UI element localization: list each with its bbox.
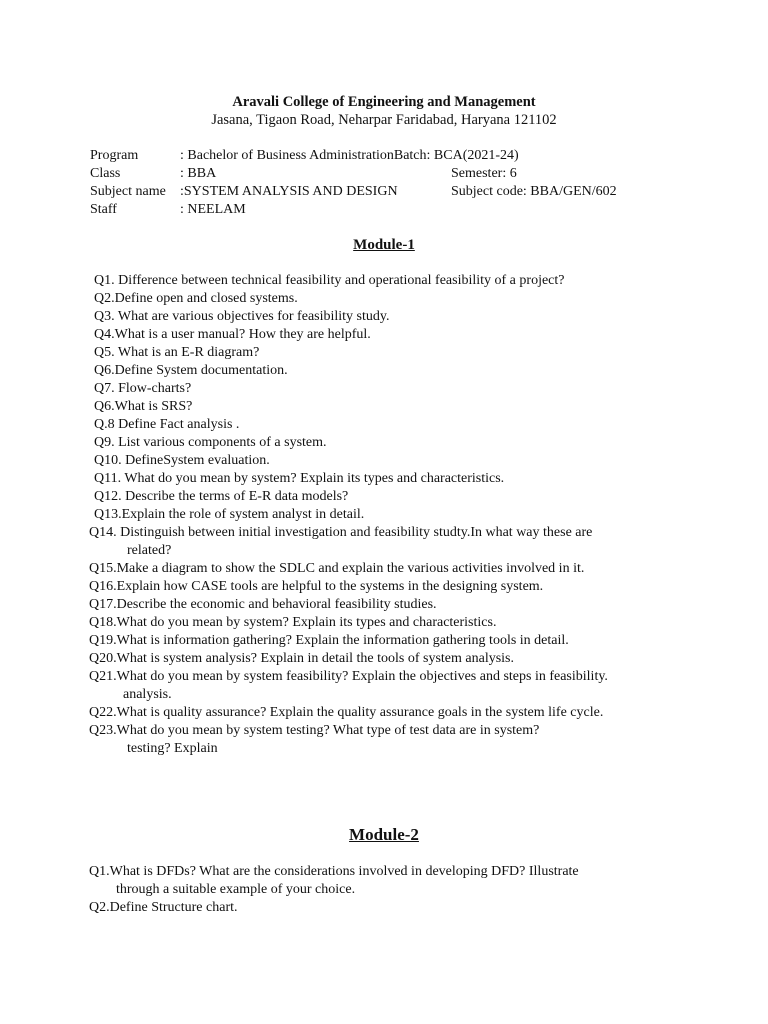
question-text: Q.8 Define Fact analysis . [94,417,240,432]
question-text: Q3. What are various objectives for feasibility study. [94,309,390,324]
module-1-question-list [89,272,669,758]
question-text: Q6.Define System documentation. [94,363,288,378]
question-item [89,650,669,668]
question-continuation: testing? Explain [127,741,218,756]
program-label: Program [90,148,139,163]
question-text: Q2.Define Structure chart. [89,900,238,915]
staff-value: : NEELAM [180,202,246,217]
question-text: Q20.What is system analysis? Explain in detail the tools of system analysis. [89,651,514,666]
question-text: Q7. Flow-charts? [94,381,192,396]
question-item [89,380,669,398]
question-item [89,488,669,506]
question-item [89,632,669,650]
question-text: Q17.Describe the economic and behavioral feasibility studies. [89,597,437,612]
module-1-title: Module-1 [353,237,415,253]
question-item [89,506,669,524]
question-continuation: analysis. [123,687,172,702]
question-text: Q21.What do you mean by system feasibility? Explain the objectives and steps in feasibility. [89,669,608,684]
subject-label: Subject name [90,184,166,199]
question-text: Q15.Make a diagram to show the SDLC and explain the various activities involved in it. [89,561,585,576]
question-item [89,596,669,614]
program-value: : Bachelor of Business AdministrationBatch: BCA(2021-24) [180,148,519,163]
question-text: Q6.What is SRS? [94,399,193,414]
subject-value: :SYSTEM ANALYSIS AND DESIGN [180,184,398,199]
question-text: Q14. Distinguish between initial investigation and feasibility studty.In what way these are [89,525,593,540]
question-text: Q16.Explain how CASE tools are helpful to the systems in the designing system. [89,579,544,594]
course-info [90,147,690,219]
class-label: Class [90,166,121,181]
question-item [89,272,669,290]
class-row [90,165,690,183]
question-item [89,560,669,578]
question-item [89,614,669,632]
subject-row [90,183,690,201]
question-item [89,326,669,344]
staff-label: Staff [90,202,117,217]
question-text: Q12. Describe the terms of E-R data models? [94,489,349,504]
question-text: Q1. Difference between technical feasibility and operational feasibility of a project? [94,273,565,288]
question-item [89,416,669,434]
question-text: Q13.Explain the role of system analyst in detail. [94,507,365,522]
question-text: Q22.What is quality assurance? Explain the quality assurance goals in the system life cycle. [89,705,604,720]
question-item [89,704,669,722]
program-row [90,147,690,165]
question-continuation: related? [127,543,172,558]
module-2-question-list [89,863,669,917]
question-text: Q23.What do you mean by system testing? What type of test data are in system? [89,723,540,738]
question-item [89,578,669,596]
question-item [89,290,669,308]
question-item [89,362,669,380]
question-text: Q11. What do you mean by system? Explain its types and characteristics. [94,471,505,486]
question-text: Q18.What do you mean by system? Explain its types and characteristics. [89,615,497,630]
question-item [89,452,669,470]
question-item [89,470,669,488]
staff-row [90,201,690,219]
question-text: Q5. What is an E-R diagram? [94,345,260,360]
module-2-title: Module-2 [349,825,419,844]
question-text: Q9. List various components of a system. [94,435,327,450]
question-item [89,398,669,416]
question-text: Q2.Define open and closed systems. [94,291,298,306]
question-item [89,722,669,758]
subject-code: Subject code: BBA/GEN/602 [451,184,617,199]
semester-value: Semester: 6 [451,166,517,181]
class-value: : BBA [180,166,217,181]
question-item [89,434,669,452]
question-item [89,668,669,704]
question-item [89,308,669,326]
question-item [89,344,669,362]
college-name: Aravali College of Engineering and Management [232,94,536,110]
question-item [89,863,669,899]
question-item [89,524,669,560]
question-text: Q19.What is information gathering? Explain the information gathering tools in detail. [89,633,569,648]
question-text: Q1.What is DFDs? What are the considerations involved in developing DFD? Illustrate [89,864,579,879]
question-text: Q10. DefineSystem evaluation. [94,453,270,468]
question-continuation: through a suitable example of your choice. [116,882,356,897]
question-text: Q4.What is a user manual? How they are helpful. [94,327,371,342]
college-address: Jasana, Tigaon Road, Neharpar Faridabad, Haryana 121102 [211,112,557,128]
question-item [89,899,669,917]
